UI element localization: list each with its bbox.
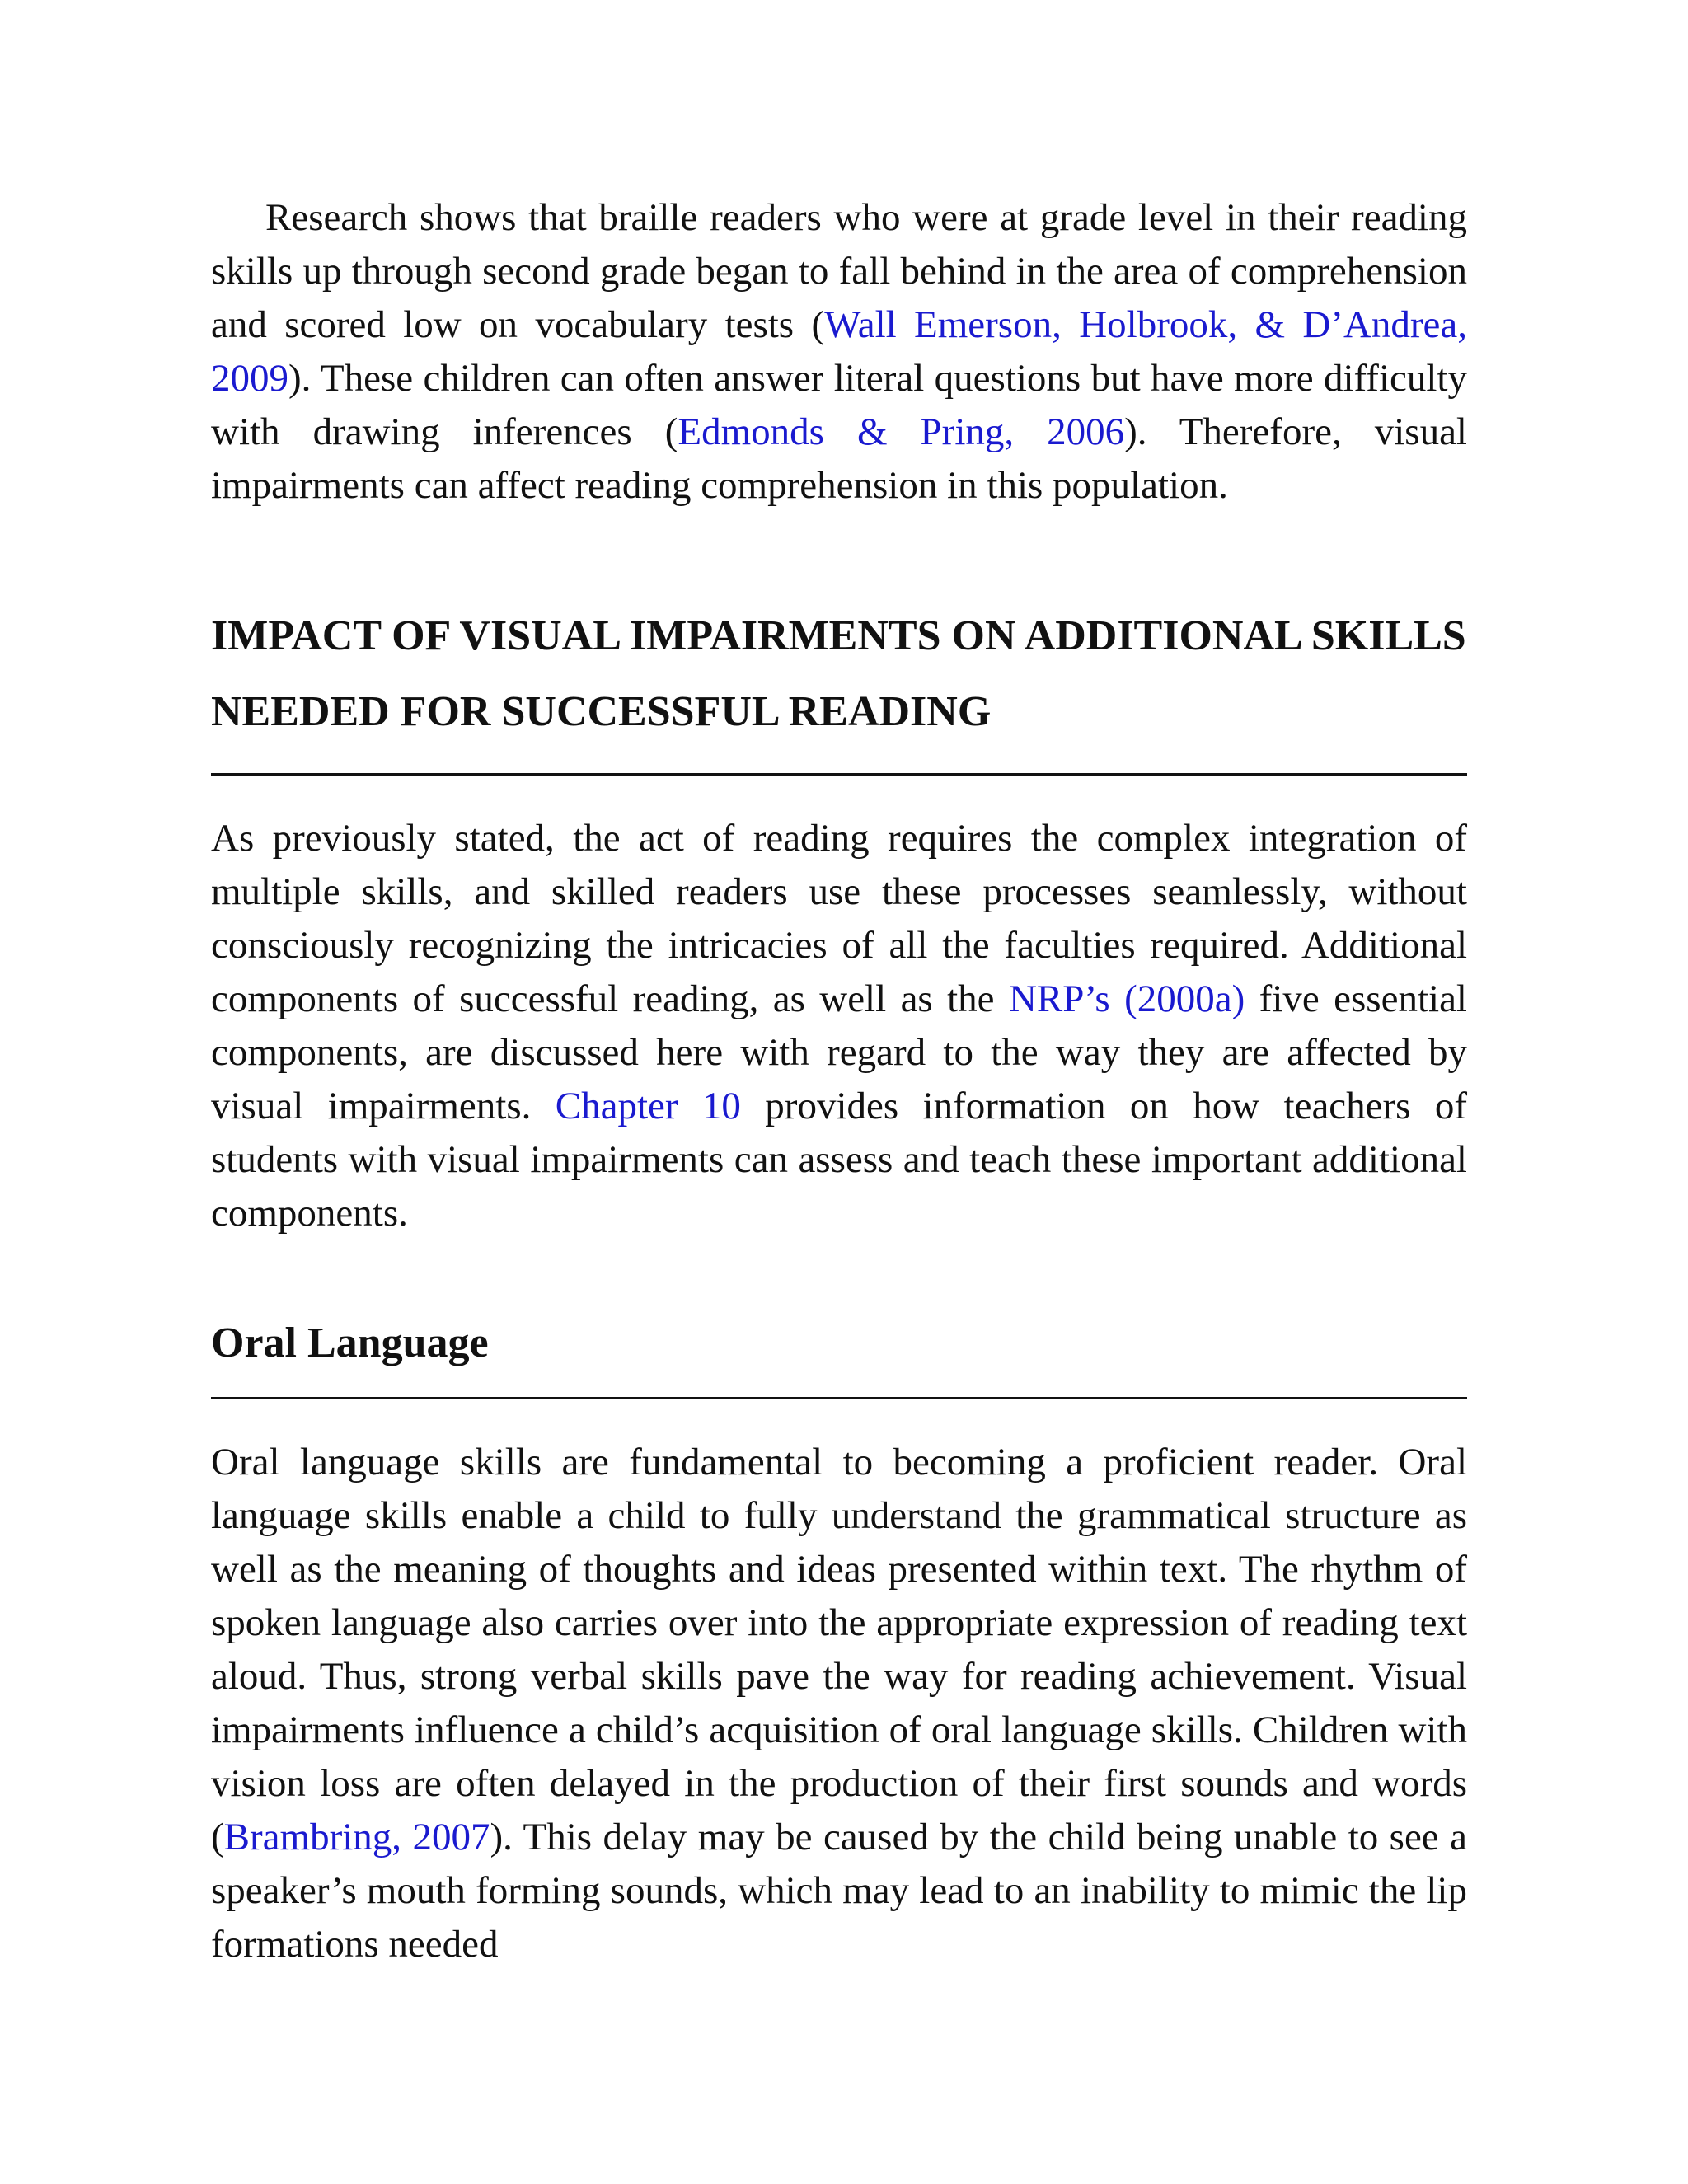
page-content [211, 191, 1467, 1971]
section-heading-impact: IMPACT OF VISUAL IMPAIRMENTS ON ADDITIONAL SKILLS NEEDED FOR SUCCESSFUL READING [211, 598, 1467, 776]
subsection-heading-oral-language: Oral Language [211, 1315, 1467, 1399]
paragraph-additional-components [211, 812, 1467, 1240]
paragraph-text: Research shows that braille readers who were at grade level in their reading skills up through second grade began to fall behind in the area of comprehension and scored low on vocabulary tests ( [211, 196, 1467, 346]
paragraph-text: ). These children can often answer literal questions but have more difficulty with drawing inferences ( [211, 357, 1467, 453]
citation-link-edmonds-pring[interactable]: Edmonds & Pring, 2006 [678, 410, 1125, 453]
paragraph-text: As previously stated, the act of reading requires the complex integration of multiple skills, and skilled readers use these processes seamlessly, without consciously recognizing the intricacies of all the faculties required. Additional components of successful reading, as well as the [211, 817, 1467, 1020]
citation-link-brambring[interactable]: Brambring, 2007 [223, 1816, 490, 1858]
paragraph-text: Oral language skills are fundamental to becoming a proficient reader. Oral language skills enable a child to fully understand the grammatical structure as well as the meaning of thoughts and ideas presented within text. The rhythm of spoken language also carries over into the appropriate expression of reading text aloud. Thus, strong verbal skills pave the way for reading achievement. Visual impairments influence a child’s acquisition of oral language skills. Children with vision loss are often delayed in the production of their first sounds and words ( [211, 1441, 1467, 1858]
paragraph-braille-readers [211, 191, 1467, 513]
citation-link-nrp[interactable]: NRP’s (2000a) [1008, 977, 1245, 1020]
paragraph-text: ). This delay may be caused by the child being unable to see a speaker’s mouth forming sounds, which may lead to an inability to mimic the lip formations needed [211, 1816, 1467, 1966]
paragraph-text: ). Therefore, visual impairments can affect reading comprehension in this population. [211, 410, 1467, 507]
chapter-10-link[interactable]: Chapter 10 [555, 1085, 741, 1127]
citation-link-wall-emerson[interactable]: Wall Emerson, Holbrook, & D’Andrea, 2009 [211, 303, 1468, 400]
paragraph-text: provides information on how teachers of students with visual impairments can assess and teach these important additional components. [211, 1085, 1468, 1235]
paragraph-text: five essential components, are discussed here with regard to the way they are affected by visual impairments. [211, 977, 1467, 1127]
paragraph-oral-language [211, 1436, 1467, 1971]
